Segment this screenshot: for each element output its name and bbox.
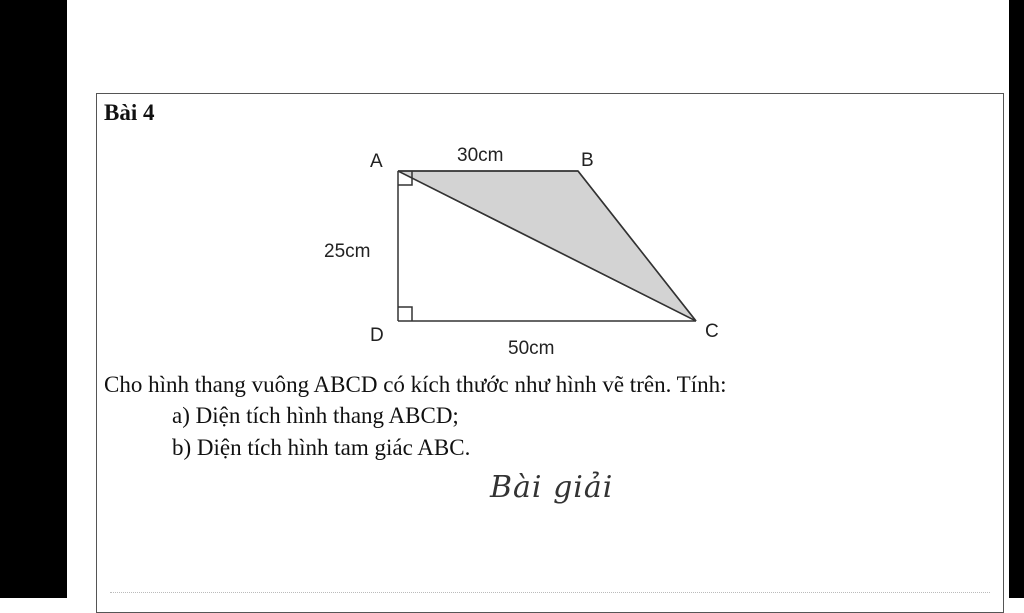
exercise-title: Bài 4	[104, 100, 155, 125]
vertex-label-b: B	[581, 150, 594, 171]
right-angle-marker-d	[398, 307, 412, 321]
trapezoid-figure	[300, 130, 740, 370]
dimension-dc: 50cm	[508, 338, 555, 359]
vertex-label-c: C	[705, 321, 719, 342]
task-b: b) Diện tích hình tam giác ABC.	[172, 435, 471, 460]
task-a: a) Diện tích hình thang ABCD;	[172, 403, 459, 428]
left-black-border	[0, 0, 67, 598]
answer-dotted-line	[110, 592, 990, 593]
right-black-border	[1009, 0, 1024, 598]
solution-heading: Bài giải	[490, 470, 614, 505]
dimension-ab: 30cm	[457, 145, 504, 166]
dimension-ad: 25cm	[324, 241, 371, 262]
problem-statement: Cho hình thang vuông ABCD có kích thước như hình vẽ trên. Tính:	[104, 372, 727, 397]
vertex-label-a: A	[370, 151, 383, 172]
vertex-label-d: D	[370, 325, 384, 346]
